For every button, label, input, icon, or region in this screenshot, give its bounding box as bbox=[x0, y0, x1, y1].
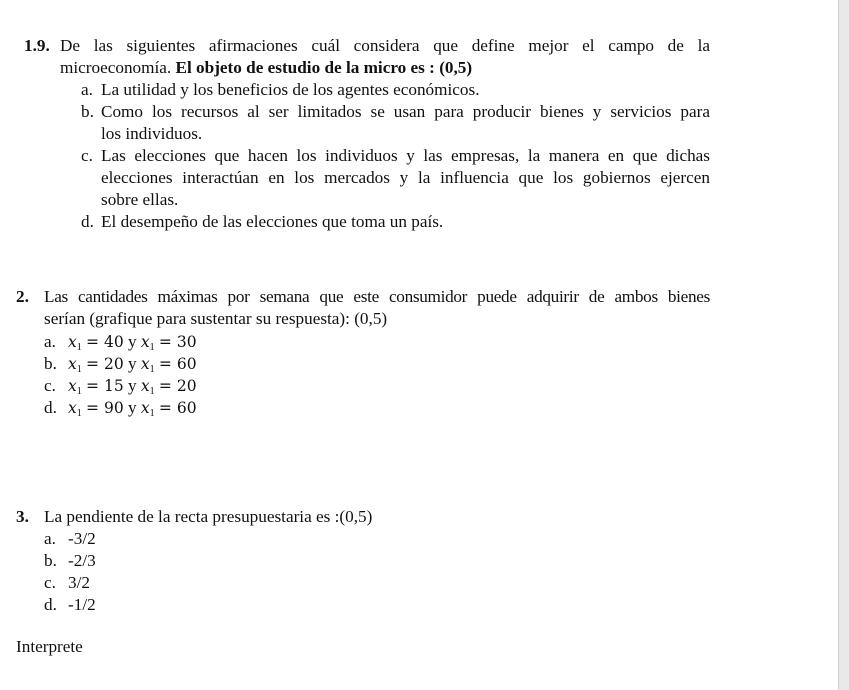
q3-option-c-text: 3/2 bbox=[68, 573, 90, 592]
q3-option-b-letter: b. bbox=[44, 551, 57, 570]
q2-option-a-text: $x_1 = 40$ y $x_1 = 30$ bbox=[68, 332, 197, 353]
q2-option-b-text: $x_1 = 20$ y $x_1 = 60$ bbox=[68, 354, 197, 375]
q3-option-b-text: -2/3 bbox=[68, 551, 96, 570]
q3-option-d-letter: d. bbox=[44, 595, 57, 614]
q1-option-d-text: El desempeño de las elecciones que toma un país. bbox=[101, 212, 444, 231]
q2-option-c-letter: c. bbox=[44, 376, 56, 395]
q2-option-b-letter: b. bbox=[44, 354, 57, 373]
q3-option-a-text: -3/2 bbox=[68, 529, 96, 548]
q1-option-c-text-line2: elecciones interactúan en los mercados y la influencia que los gobiernos ejercen bbox=[101, 168, 710, 187]
page-edge-bar bbox=[838, 0, 849, 690]
q1-option-c-text-line1: Las elecciones que hacen los individuos y las empresas, la manera en que dichas bbox=[101, 146, 710, 165]
q3-option-c-letter: c. bbox=[44, 573, 56, 592]
q1-option-a-text: La utilidad y los beneficios de los agentes económicos. bbox=[101, 80, 480, 99]
q2-option-d-letter: d. bbox=[44, 398, 57, 417]
q1-option-b-text-line1: Como los recursos al ser limitados se usan para producir bienes y servicios para bbox=[101, 102, 710, 121]
question-1-stem-line2 bbox=[60, 57, 472, 78]
q2-option-a-letter: a. bbox=[44, 332, 56, 351]
question-2-number: 2. bbox=[16, 287, 29, 306]
question-2-stem-line1: Las cantidades máximas por semana que este consumidor puede adquirir de ambos bienes bbox=[44, 287, 710, 306]
q1-option-c-letter: c. bbox=[81, 146, 93, 165]
q1-option-a-letter: a. bbox=[81, 80, 93, 99]
q2-option-d-text: $x_1 = 90$ y $x_1 = 60$ bbox=[68, 398, 197, 419]
question-1-number: 1.9. bbox=[24, 36, 50, 55]
question-3-number: 3. bbox=[16, 507, 29, 526]
interprete-label: Interprete bbox=[16, 637, 83, 656]
q1-option-b-letter: b. bbox=[81, 102, 94, 121]
q1-option-c-text-line3: sobre ellas. bbox=[101, 190, 179, 209]
q3-option-a-letter: a. bbox=[44, 529, 56, 548]
question-1-points: (0,5) bbox=[439, 58, 473, 77]
q1-option-b-text-line2: los individuos. bbox=[101, 124, 203, 143]
q1-option-d-letter: d. bbox=[81, 212, 94, 231]
question-2-stem-line2: serían (grafique para sustentar su respuesta): (0,5) bbox=[44, 309, 388, 328]
q3-option-d-text: -1/2 bbox=[68, 595, 96, 614]
q2-option-c-text: $x_1 = 15$ y $x_1 = 20$ bbox=[68, 376, 197, 397]
question-1-stem-bold: El objeto de estudio de la micro es : bbox=[175, 58, 440, 77]
question-1-stem-plain: microeconomía. bbox=[60, 58, 176, 77]
question-1-stem-line1: De las siguientes afirmaciones cuál considera que define mejor el campo de la bbox=[60, 36, 710, 55]
question-3-stem: La pendiente de la recta presupuestaria es :(0,5) bbox=[44, 507, 373, 526]
